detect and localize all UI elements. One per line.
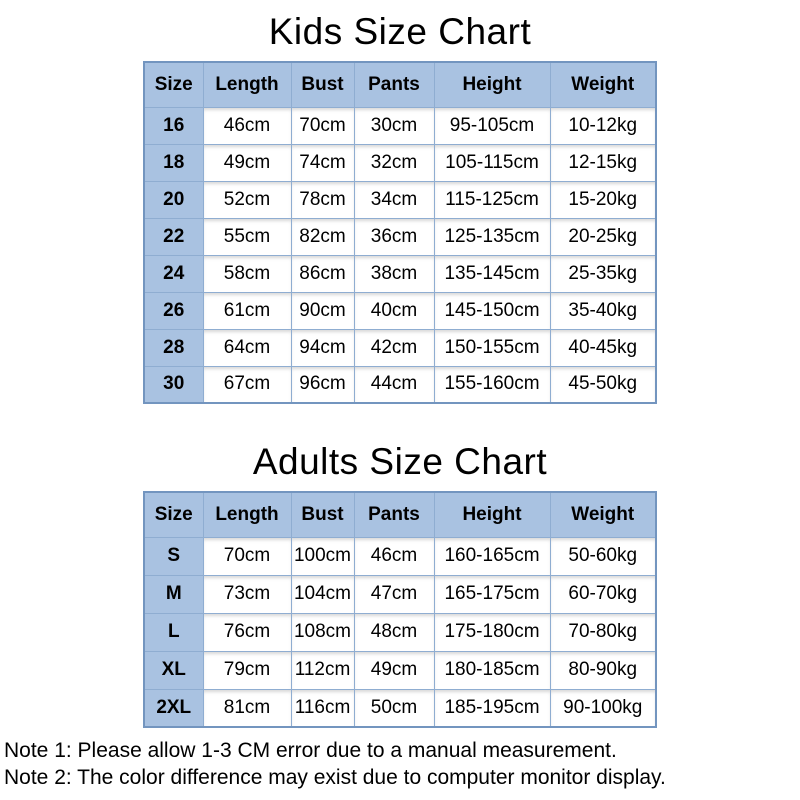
value-cell: 55cm	[203, 218, 291, 255]
column-header-size: Size	[144, 62, 203, 107]
value-cell: 155-160cm	[434, 366, 550, 403]
header-row	[144, 62, 656, 107]
value-cell: 70cm	[203, 537, 291, 575]
table-row	[144, 613, 656, 651]
value-cell: 82cm	[291, 218, 354, 255]
note-1: Note 1: Please allow 1-3 CM error due to a manual measurement.	[4, 739, 617, 762]
column-header-height: Height	[434, 62, 550, 107]
value-cell: 80-90kg	[550, 651, 656, 689]
value-cell: 78cm	[291, 181, 354, 218]
table-row	[144, 329, 656, 366]
value-cell: 145-150cm	[434, 292, 550, 329]
size-label-cell: S	[144, 537, 203, 575]
value-cell: 49cm	[203, 144, 291, 181]
value-cell: 25-35kg	[550, 255, 656, 292]
table-row	[144, 218, 656, 255]
adults-size-table	[143, 491, 657, 728]
value-cell: 12-15kg	[550, 144, 656, 181]
value-cell: 160-165cm	[434, 537, 550, 575]
size-label-cell: 2XL	[144, 689, 203, 727]
value-cell: 20-25kg	[550, 218, 656, 255]
value-cell: 79cm	[203, 651, 291, 689]
value-cell: 135-145cm	[434, 255, 550, 292]
table-row	[144, 689, 656, 727]
column-header-pants: Pants	[354, 492, 434, 537]
size-label-cell: L	[144, 613, 203, 651]
table-row	[144, 144, 656, 181]
adults-table-header	[144, 492, 656, 537]
table-row	[144, 537, 656, 575]
value-cell: 175-180cm	[434, 613, 550, 651]
kids-table-header	[144, 62, 656, 107]
size-label-cell: M	[144, 575, 203, 613]
column-header-length: Length	[203, 492, 291, 537]
table-row	[144, 181, 656, 218]
value-cell: 30cm	[354, 107, 434, 144]
table-row	[144, 292, 656, 329]
table-row	[144, 107, 656, 144]
value-cell: 34cm	[354, 181, 434, 218]
value-cell: 95-105cm	[434, 107, 550, 144]
value-cell: 73cm	[203, 575, 291, 613]
value-cell: 67cm	[203, 366, 291, 403]
value-cell: 76cm	[203, 613, 291, 651]
value-cell: 48cm	[354, 613, 434, 651]
table-row	[144, 575, 656, 613]
column-header-size: Size	[144, 492, 203, 537]
value-cell: 32cm	[354, 144, 434, 181]
value-cell: 52cm	[203, 181, 291, 218]
size-label-cell: 18	[144, 144, 203, 181]
value-cell: 46cm	[203, 107, 291, 144]
size-label-cell: 16	[144, 107, 203, 144]
value-cell: 35-40kg	[550, 292, 656, 329]
column-header-height: Height	[434, 492, 550, 537]
size-label-cell: 20	[144, 181, 203, 218]
size-label-cell: 26	[144, 292, 203, 329]
value-cell: 58cm	[203, 255, 291, 292]
value-cell: 36cm	[354, 218, 434, 255]
table-row	[144, 255, 656, 292]
value-cell: 50-60kg	[550, 537, 656, 575]
column-header-length: Length	[203, 62, 291, 107]
column-header-weight: Weight	[550, 62, 656, 107]
header-row	[144, 492, 656, 537]
value-cell: 90-100kg	[550, 689, 656, 727]
value-cell: 81cm	[203, 689, 291, 727]
value-cell: 47cm	[354, 575, 434, 613]
size-label-cell: XL	[144, 651, 203, 689]
size-chart-page	[0, 10, 800, 791]
value-cell: 10-12kg	[550, 107, 656, 144]
value-cell: 70-80kg	[550, 613, 656, 651]
table-row	[144, 651, 656, 689]
value-cell: 150-155cm	[434, 329, 550, 366]
value-cell: 70cm	[291, 107, 354, 144]
column-header-bust: Bust	[291, 62, 354, 107]
value-cell: 50cm	[354, 689, 434, 727]
value-cell: 180-185cm	[434, 651, 550, 689]
value-cell: 112cm	[291, 651, 354, 689]
value-cell: 90cm	[291, 292, 354, 329]
value-cell: 46cm	[354, 537, 434, 575]
value-cell: 74cm	[291, 144, 354, 181]
value-cell: 125-135cm	[434, 218, 550, 255]
value-cell: 15-20kg	[550, 181, 656, 218]
column-header-weight: Weight	[550, 492, 656, 537]
size-label-cell: 22	[144, 218, 203, 255]
value-cell: 44cm	[354, 366, 434, 403]
column-header-pants: Pants	[354, 62, 434, 107]
value-cell: 60-70kg	[550, 575, 656, 613]
adults-chart-title: Adults Size Chart	[252, 441, 548, 482]
value-cell: 96cm	[291, 366, 354, 403]
notes-section	[4, 737, 800, 791]
kids-chart-title: Kids Size Chart	[268, 11, 532, 52]
value-cell: 115-125cm	[434, 181, 550, 218]
value-cell: 42cm	[354, 329, 434, 366]
note-2: Note 2: The color difference may exist due to computer monitor display.	[4, 766, 666, 789]
kids-size-table	[143, 61, 657, 404]
table-row	[144, 366, 656, 403]
value-cell: 105-115cm	[434, 144, 550, 181]
value-cell: 61cm	[203, 292, 291, 329]
value-cell: 86cm	[291, 255, 354, 292]
value-cell: 64cm	[203, 329, 291, 366]
value-cell: 45-50kg	[550, 366, 656, 403]
value-cell: 116cm	[291, 689, 354, 727]
size-label-cell: 28	[144, 329, 203, 366]
adults-table-body	[144, 537, 656, 727]
size-label-cell: 30	[144, 366, 203, 403]
kids-table-body	[144, 107, 656, 403]
value-cell: 40cm	[354, 292, 434, 329]
size-label-cell: 24	[144, 255, 203, 292]
value-cell: 104cm	[291, 575, 354, 613]
value-cell: 185-195cm	[434, 689, 550, 727]
value-cell: 165-175cm	[434, 575, 550, 613]
column-header-bust: Bust	[291, 492, 354, 537]
value-cell: 38cm	[354, 255, 434, 292]
value-cell: 108cm	[291, 613, 354, 651]
value-cell: 100cm	[291, 537, 354, 575]
value-cell: 49cm	[354, 651, 434, 689]
value-cell: 94cm	[291, 329, 354, 366]
value-cell: 40-45kg	[550, 329, 656, 366]
